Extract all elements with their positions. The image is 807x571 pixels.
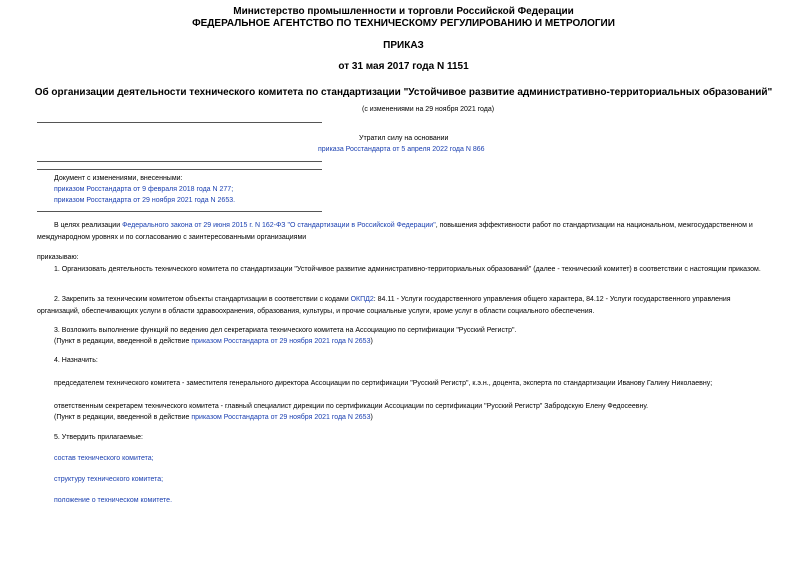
agency-heading: ФЕДЕРАЛЬНОЕ АГЕНТСТВО ПО ТЕХНИЧЕСКОМУ РЕГУЛИРОВАНИЮ И МЕТРОЛОГИИ [192,18,615,29]
okpd2-link[interactable]: ОКПД2 [350,296,374,303]
item-4-note-link[interactable]: приказом Росстандарта от 29 ноября 2021 года N 2653 [191,414,371,421]
preamble-text-start: В целях реализации [54,222,123,229]
separator-line [37,161,322,162]
item-4: 4. Назначить: [54,357,98,364]
invalid-notice-link[interactable]: приказа Росстандарта от 5 апреля 2022 года N 866 [318,146,485,153]
preamble-paragraph [37,220,769,244]
separator-line [37,211,322,212]
invalid-notice-text: Утратил силу на основании [359,135,449,142]
separator-line [37,169,322,170]
item-3-note-link[interactable]: приказом Росстандарта от 29 ноября 2021 года N 2653 [191,338,371,345]
committee-composition-link[interactable]: состав технического комитета; [54,455,154,462]
doc-type-heading: ПРИКАЗ [383,40,424,51]
preamble-text-end: , повышения эффективности работ по стандартизации на национальном, межгосударственном и международном уровнях и по согласованию с заинтересованными организациями [37,222,753,241]
item-2-text-start: 2. Закрепить за техническим комитетом объекты стандартизации в соответствии с кодами [54,296,351,303]
item-4-note [54,414,373,421]
committee-structure-link[interactable]: структуру технического комитета; [54,476,164,483]
date-number-heading: от 31 мая 2017 года N 1151 [338,61,469,72]
separator-line [37,122,322,123]
item-5: 5. Утвердить прилагаемые: [54,434,143,441]
changes-link-2018[interactable]: приказом Росстандарта от 9 февраля 2018 года N 277; [54,186,234,193]
item-3-note-end: ) [370,338,373,345]
item-4-note-start: (Пункт в редакции, введенной в действие [54,414,192,421]
item-2-text-end: : 84.11 - Услуги государственного управления общего характера, 84.12 - Услуги государственного управления организаций, обеспечивающих услуги в области здравоохранения, образования, культуры, и прочие социальные услуги, кроме услуг в области социального обеспечения. [37,296,731,315]
item-1: 1. Организовать деятельность технического комитета по стандартизации "Устойчивое развитие административно-территориальных образований" (далее - технический комитет) в соответствии с настоящим приказом. [54,266,761,273]
item-3-note [54,338,373,345]
committee-regulation-link[interactable]: положение о техническом комитете. [54,497,173,504]
item-4-secretary: ответственным секретарем технического комитета - главный специалист дирекции по сертификации Ассоциации по сертификации "Русский Регистр" Забродскую Елену Федосеевну. [54,403,649,410]
ministry-heading: Министерство промышленности и торговли Российской Федерации [233,6,574,17]
item-4-note-end: ) [370,414,373,421]
item-3: 3. Возложить выполнение функций по ведению дел секретариата технического комитета на Ассоциацию по сертификации "Русский Регистр". [54,327,517,334]
changes-intro: Документ с изменениями, внесенными: [54,175,183,182]
order-word: приказываю: [37,254,79,261]
changes-link-2021[interactable]: приказом Росстандарта от 29 ноября 2021 года N 2653. [54,197,236,204]
item-2 [37,294,769,318]
amended-note: (с изменениями на 29 ноября 2021 года) [362,106,495,113]
item-4-chair: председателем технического комитета - заместителя генерального директора Ассоциации по сертификации "Русский Регистр", к.э.н., доцента, эксперта по стандартизации Иванову Галину Николаевну; [54,380,713,387]
document-title: Об организации деятельности технического комитета по стандартизации "Устойчивое развитие административно-территориальных образований" [34,87,773,98]
law-link[interactable]: Федерального закона от 29 июня 2015 г. N 162-ФЗ "О стандартизации в Российской Федерации" [122,222,436,229]
item-3-note-start: (Пункт в редакции, введенной в действие [54,338,192,345]
